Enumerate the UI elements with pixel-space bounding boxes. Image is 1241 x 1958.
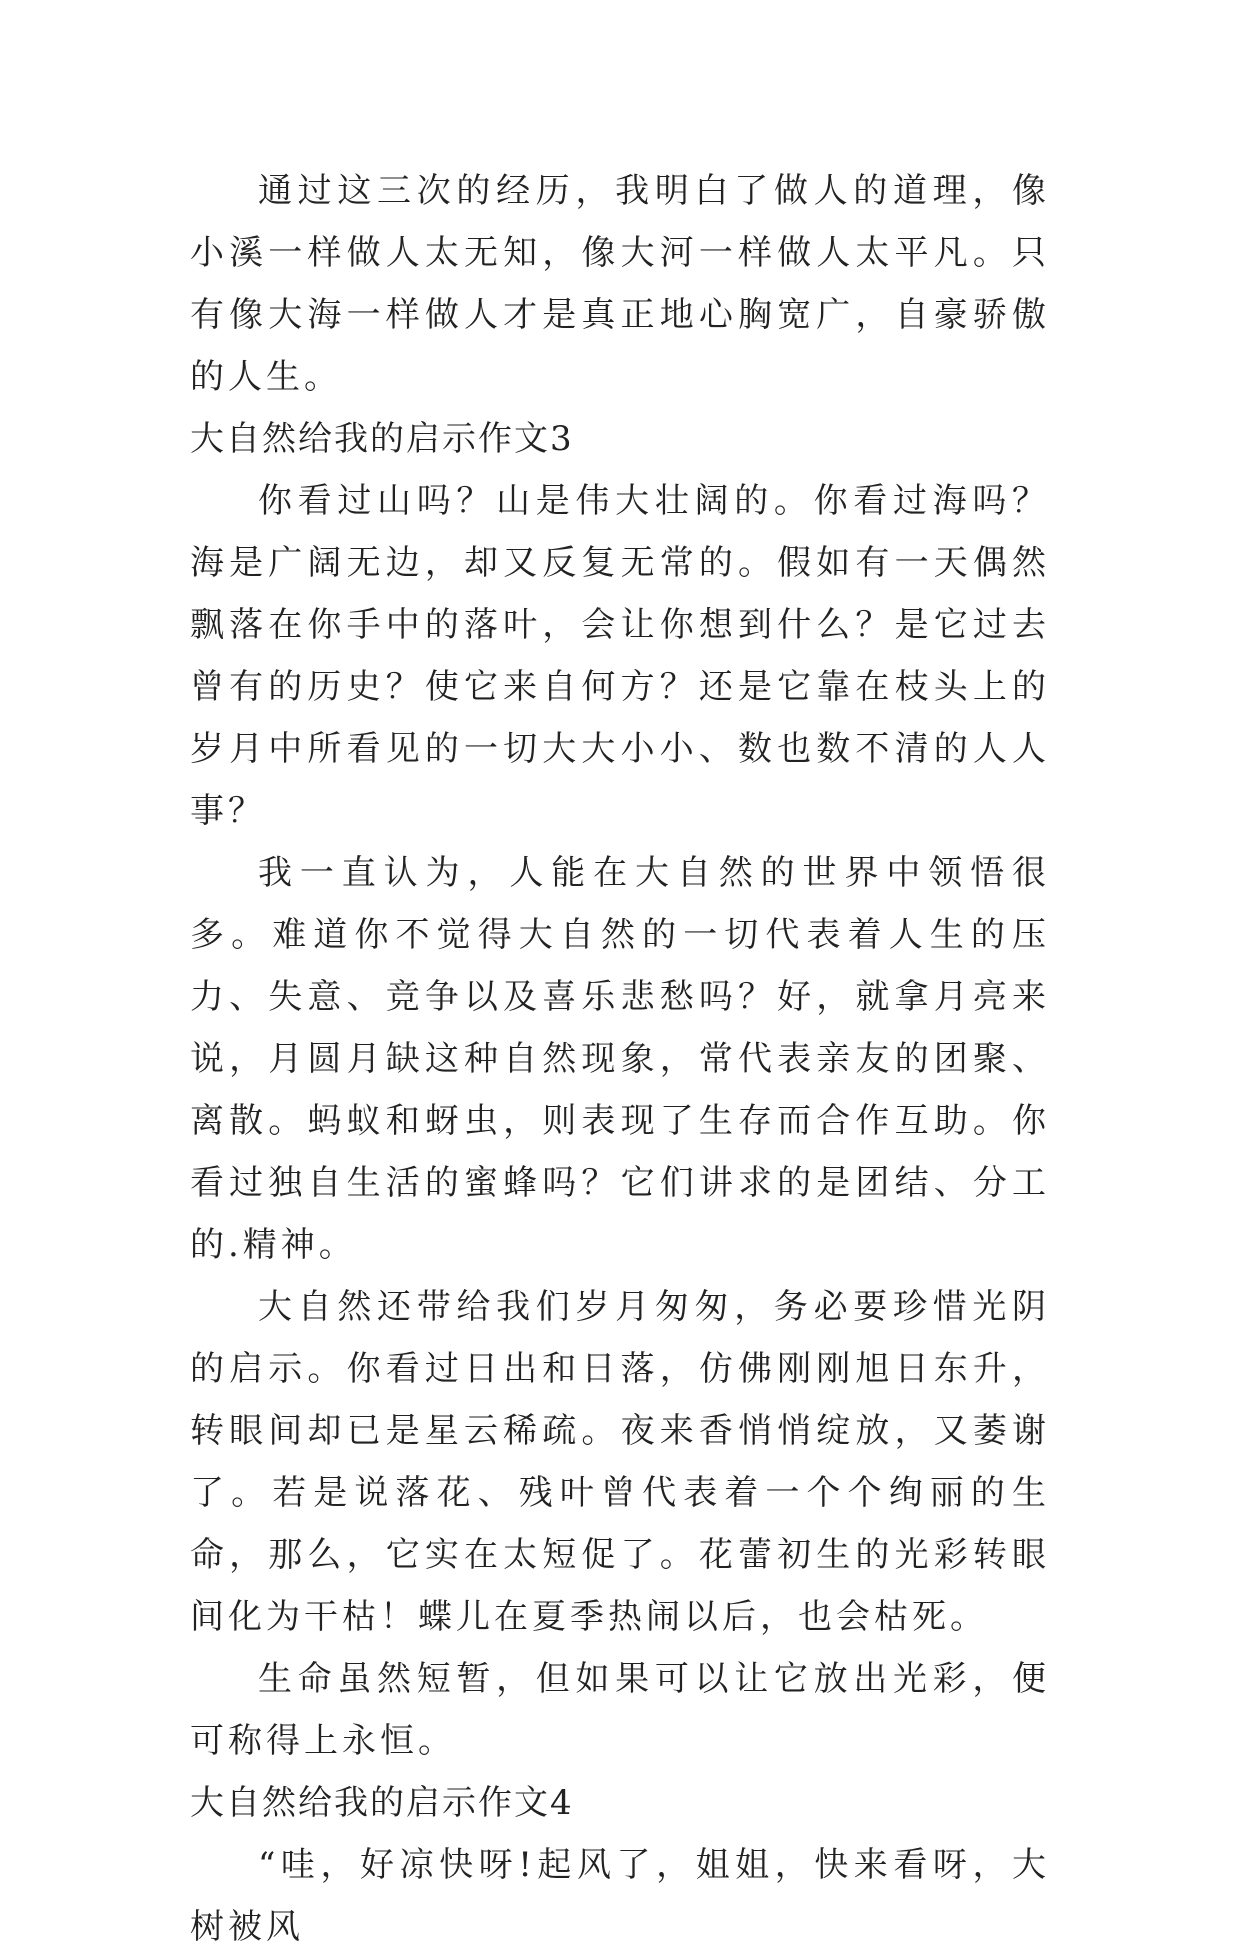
paragraph-life-brief: 生命虽然短暂，但如果可以让它放出光彩，便可称得上永恒。 [190, 1659, 1050, 1761]
paragraph-mountain-sea: 你看过山吗？山是伟大壮阔的。你看过海吗？海是广阔无边，却又反复无常的。假如有一天偶然飘落在你手中的落叶，会让你想到什么？是它过去曾有的历史？使它来自何方？还是它靠在枝头上的岁月中所看见的一切大大小小、数也数不清的人人事？ [190, 481, 1050, 831]
paragraph-cherish-time: 大自然还带给我们岁月匆匆，务必要珍惜光阴的启示。你看过日出和日落，仿佛刚刚旭日东升，转眼间却已是星云稀疏。夜来香悄悄绽放，又萎谢了。若是说落花、残叶曾代表着一个个绚丽的生命，那么，它实在太短促了。花蕾初生的光彩转眼间化为干枯！蝶儿在夏季热闹以后，也会枯死。 [190, 1287, 1050, 1637]
paragraph-nature-lessons: 我一直认为，人能在大自然的世界中领悟很多。难道你不觉得大自然的一切代表着人生的压力、失意、竞争以及喜乐悲愁吗？好，就拿月亮来说，月圆月缺这种自然现象，常代表亲友的团聚、离散。蚂蚁和蚜虫，则表现了生存而合作互助。你看过独自生活的蜜蜂吗？它们讲求的是团结、分工的.精神。 [190, 853, 1050, 1265]
paragraph-wind-opening: “哇，好凉快呀!起风了，姐姐，快来看呀，大树被风 [190, 1845, 1050, 1947]
paragraph-experience-conclusion: 通过这三次的经历，我明白了做人的道理，像小溪一样做人太无知，像大河一样做人太平凡。只有像大海一样做人才是真正地心胸宽广，自豪骄傲的人生。 [190, 171, 1050, 397]
essay-heading-3: 大自然给我的启示作文3 [190, 419, 574, 459]
document-body [190, 160, 1050, 1958]
essay-heading-4: 大自然给我的启示作文4 [190, 1783, 574, 1823]
